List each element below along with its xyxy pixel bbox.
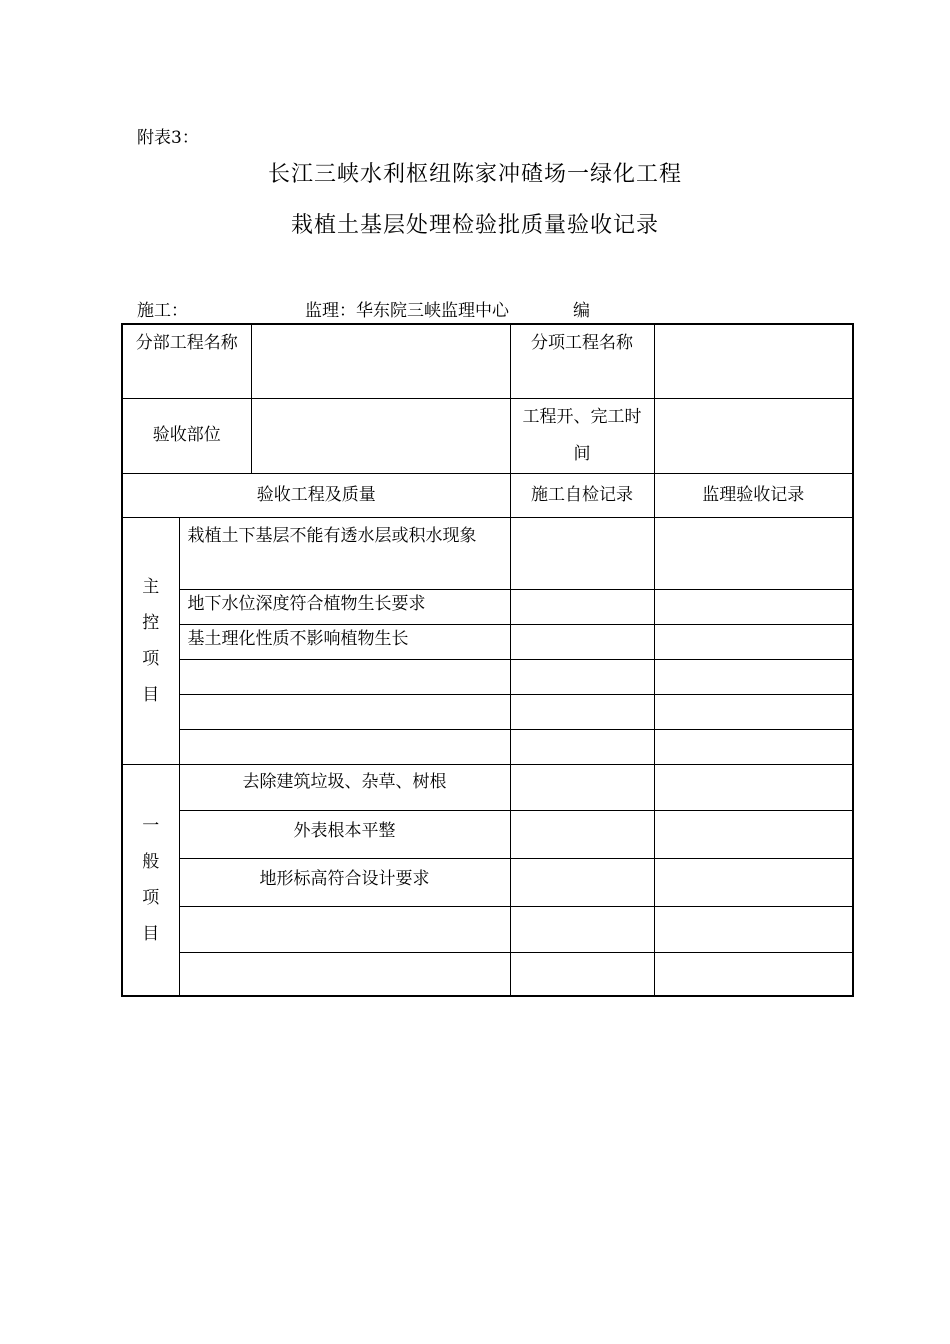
code-label: 编 (573, 301, 590, 321)
main-item-supervision[interactable] (654, 659, 853, 694)
main-item-self-check[interactable] (510, 729, 654, 764)
general-item-supervision[interactable] (654, 858, 853, 906)
main-control-label (122, 517, 179, 764)
document-subtitle: 栽植土基层处理检验批质量验收记录 (290, 213, 659, 238)
division-name-label: 分部工程名称 (122, 324, 251, 398)
main-item-supervision[interactable] (654, 694, 853, 729)
general-item-self-check[interactable] (510, 858, 654, 906)
general-item-self-check[interactable] (510, 764, 654, 810)
general-char: 般 (142, 851, 160, 872)
main-item-text: 基土理化性质不影响植物生长 (179, 624, 510, 659)
acceptance-part-label: 验收部位 (122, 398, 251, 473)
general-item-supervision[interactable] (654, 764, 853, 810)
main-item-text: 栽植土下基层不能有透水层或积水现象 (179, 517, 510, 589)
main-item-self-check[interactable] (510, 517, 654, 589)
general-item-supervision[interactable] (654, 952, 853, 996)
main-control-char: 目 (142, 684, 160, 705)
document-title: 长江三峡水利枢纽陈家冲碴场一绿化工程 (267, 162, 682, 187)
general-item-text: 地形标高符合设计要求 (179, 858, 510, 906)
general-item-text[interactable] (179, 952, 510, 996)
main-item-text[interactable] (179, 694, 510, 729)
supervision-header: 监理验收记录 (654, 473, 853, 517)
acceptance-item-header: 验收工程及质量 (122, 473, 510, 517)
general-item-text: 外表根本平整 (179, 810, 510, 858)
main-item-self-check[interactable] (510, 694, 654, 729)
main-item-text: 地下水位深度符合植物生长要求 (179, 589, 510, 624)
general-item-text[interactable] (179, 906, 510, 952)
general-item-self-check[interactable] (510, 952, 654, 996)
main-item-self-check[interactable] (510, 659, 654, 694)
general-item-supervision[interactable] (654, 906, 853, 952)
general-item-self-check[interactable] (510, 906, 654, 952)
general-label (122, 764, 179, 996)
main-item-text[interactable] (179, 729, 510, 764)
main-control-char: 项 (142, 648, 160, 669)
general-item-self-check[interactable] (510, 810, 654, 858)
general-char: 一 (142, 815, 160, 836)
general-item-supervision[interactable] (654, 810, 853, 858)
main-control-char: 主 (142, 576, 160, 597)
start-end-time-value[interactable] (654, 398, 853, 473)
main-item-self-check[interactable] (510, 624, 654, 659)
main-item-supervision[interactable] (654, 624, 853, 659)
general-item-text: 去除建筑垃圾、杂草、树根 (179, 764, 510, 810)
subitem-name-value[interactable] (654, 324, 853, 398)
general-char: 项 (142, 887, 160, 908)
main-item-text[interactable] (179, 659, 510, 694)
main-item-supervision[interactable] (654, 589, 853, 624)
acceptance-part-value[interactable] (251, 398, 510, 473)
appendix-label: 附表3： (137, 128, 199, 148)
subitem-name-label: 分项工程名称 (510, 324, 654, 398)
acceptance-record-table (121, 323, 854, 997)
main-item-supervision[interactable] (654, 729, 853, 764)
self-check-header: 施工自检记录 (510, 473, 654, 517)
main-item-supervision[interactable] (654, 517, 853, 589)
general-char: 目 (142, 923, 160, 944)
construction-label: 施工： (137, 301, 188, 321)
division-name-value[interactable] (251, 324, 510, 398)
main-control-char: 控 (142, 612, 160, 633)
supervision-label: 监理：华东院三峡监理中心 (305, 301, 509, 321)
main-item-self-check[interactable] (510, 589, 654, 624)
start-end-time-label: 工程开、完工时间 (510, 398, 654, 473)
